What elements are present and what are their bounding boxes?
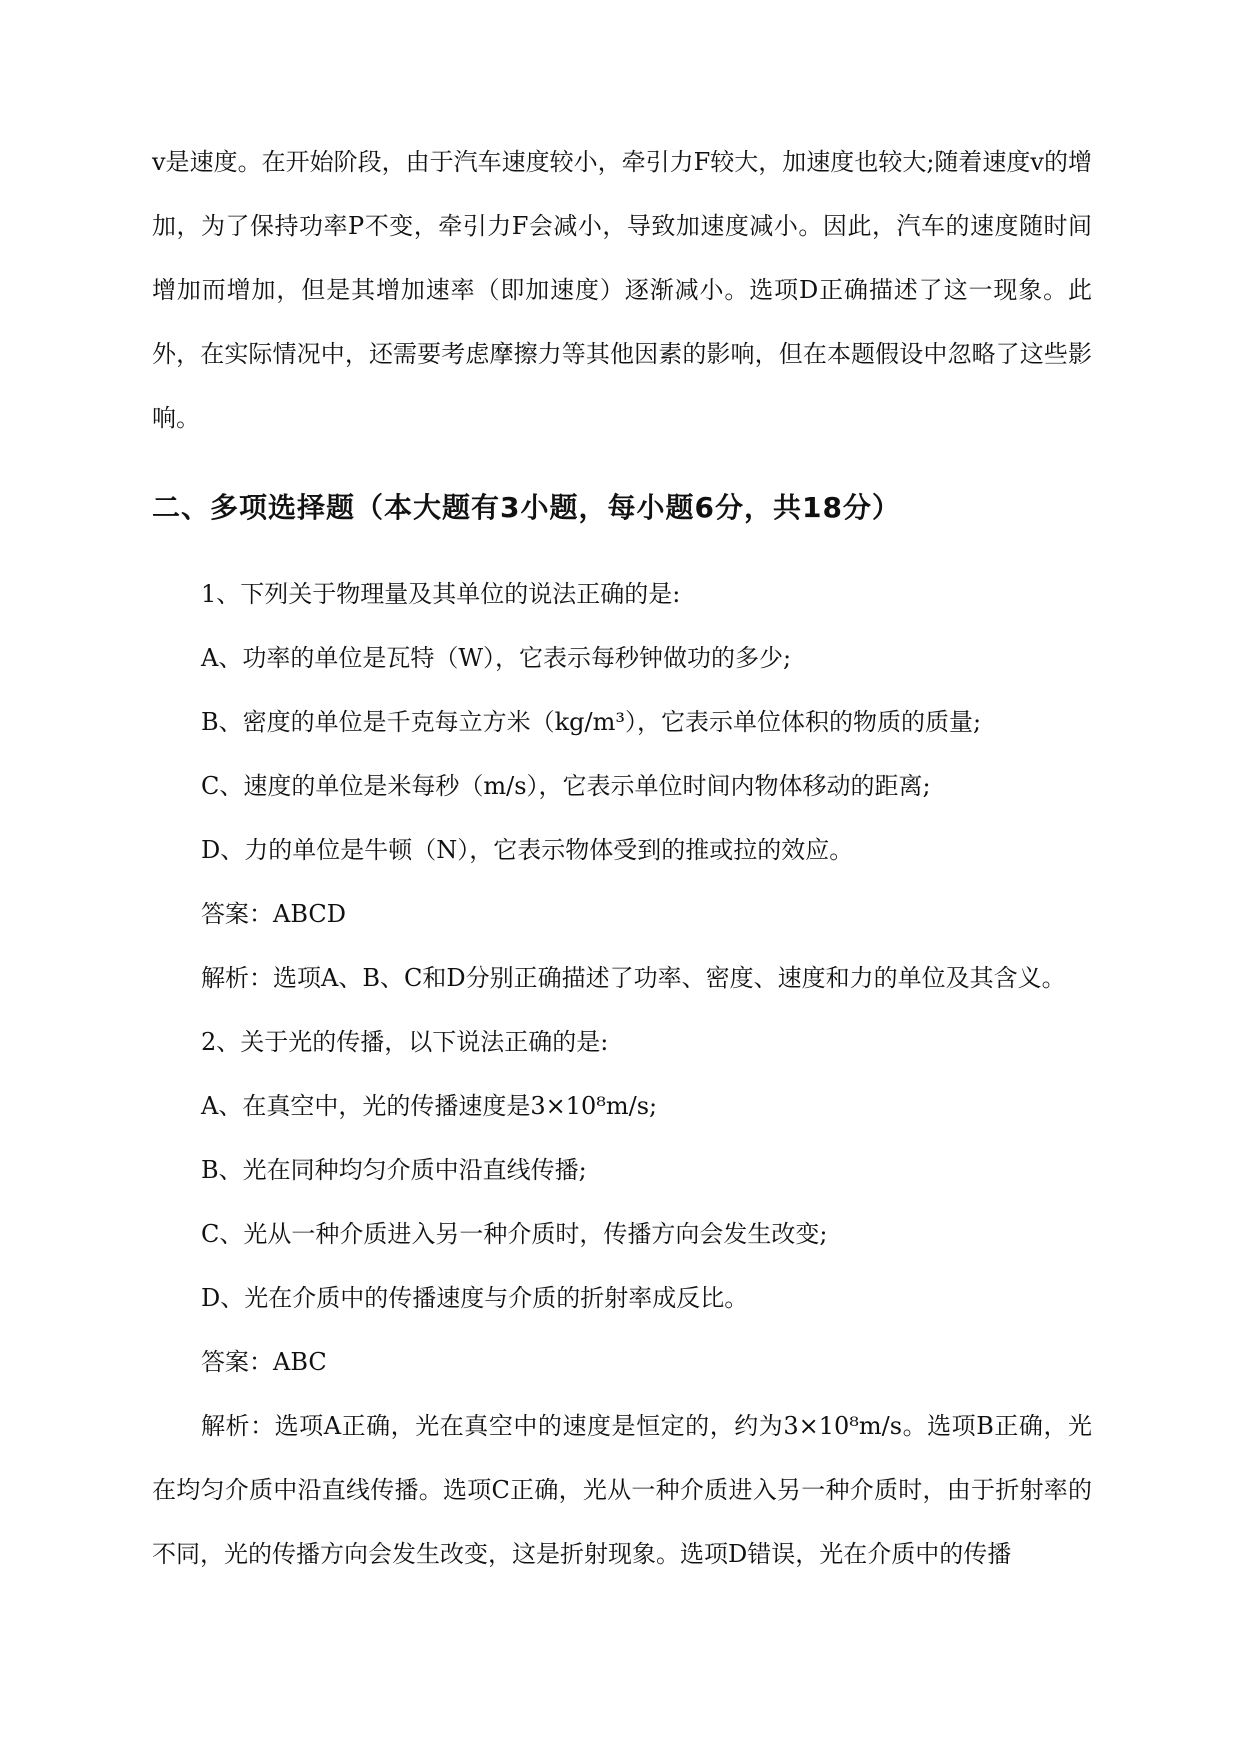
question-2-option-a: A、在真空中，光的传播速度是3×10⁸m/s; xyxy=(201,1092,658,1120)
question-2 xyxy=(152,1010,1092,1586)
question-2-analysis: 解析：选项A正确，光在真空中的速度是恒定的，约为3×10⁸m/s。选项B正确，光在均匀介质中沿直线传播。选项C正确，光从一种介质进入另一种介质时，由于折射率的不同，光的传播方向会发生改变，这是折射现象。选项D错误，光在介质中的传播 xyxy=(152,1412,1092,1568)
section-title: 二、多项选择题（本大题有3小题，每小题6分，共18分） xyxy=(152,491,901,524)
document-page xyxy=(152,130,1092,1586)
question-2-stem: 2、关于光的传播，以下说法正确的是: xyxy=(201,1028,609,1056)
question-1-analysis: 解析：选项A、B、C和D分别正确描述了功率、密度、速度和力的单位及其含义。 xyxy=(201,964,1066,992)
question-1-option-b: B、密度的单位是千克每立方米（kg/m³），它表示单位体积的物质的质量; xyxy=(201,708,982,736)
question-2-option-c: C、光从一种介质进入另一种介质时，传播方向会发生改变; xyxy=(201,1220,828,1248)
question-1-stem: 1、下列关于物理量及其单位的说法正确的是: xyxy=(201,580,681,608)
intro-paragraph: v是速度。在开始阶段，由于汽车速度较小，牵引力F较大，加速度也较大;随着速度v的增加，为了保持功率P不变，牵引力F会减小，导致加速度减小。因此，汽车的速度随时间增加而增加，但是其增加速率（即加速度）逐渐减小。选项D正确描述了这一现象。此外，在实际情况中，还需要考虑摩擦力等其他因素的影响，但在本题假设中忽略了这些影响。 xyxy=(152,148,1092,432)
question-1-option-a: A、功率的单位是瓦特（W），它表示每秒钟做功的多少; xyxy=(201,644,792,672)
question-2-option-b: B、光在同种均匀介质中沿直线传播; xyxy=(201,1156,587,1184)
question-2-answer: 答案：ABC xyxy=(201,1348,327,1376)
question-1 xyxy=(152,562,1092,1010)
question-2-option-d: D、光在介质中的传播速度与介质的折射率成反比。 xyxy=(201,1284,749,1312)
question-1-answer: 答案：ABCD xyxy=(201,900,347,928)
question-1-option-c: C、速度的单位是米每秒（m/s），它表示单位时间内物体移动的距离; xyxy=(201,772,931,800)
question-1-option-d: D、力的单位是牛顿（N），它表示物体受到的推或拉的效应。 xyxy=(201,836,854,864)
